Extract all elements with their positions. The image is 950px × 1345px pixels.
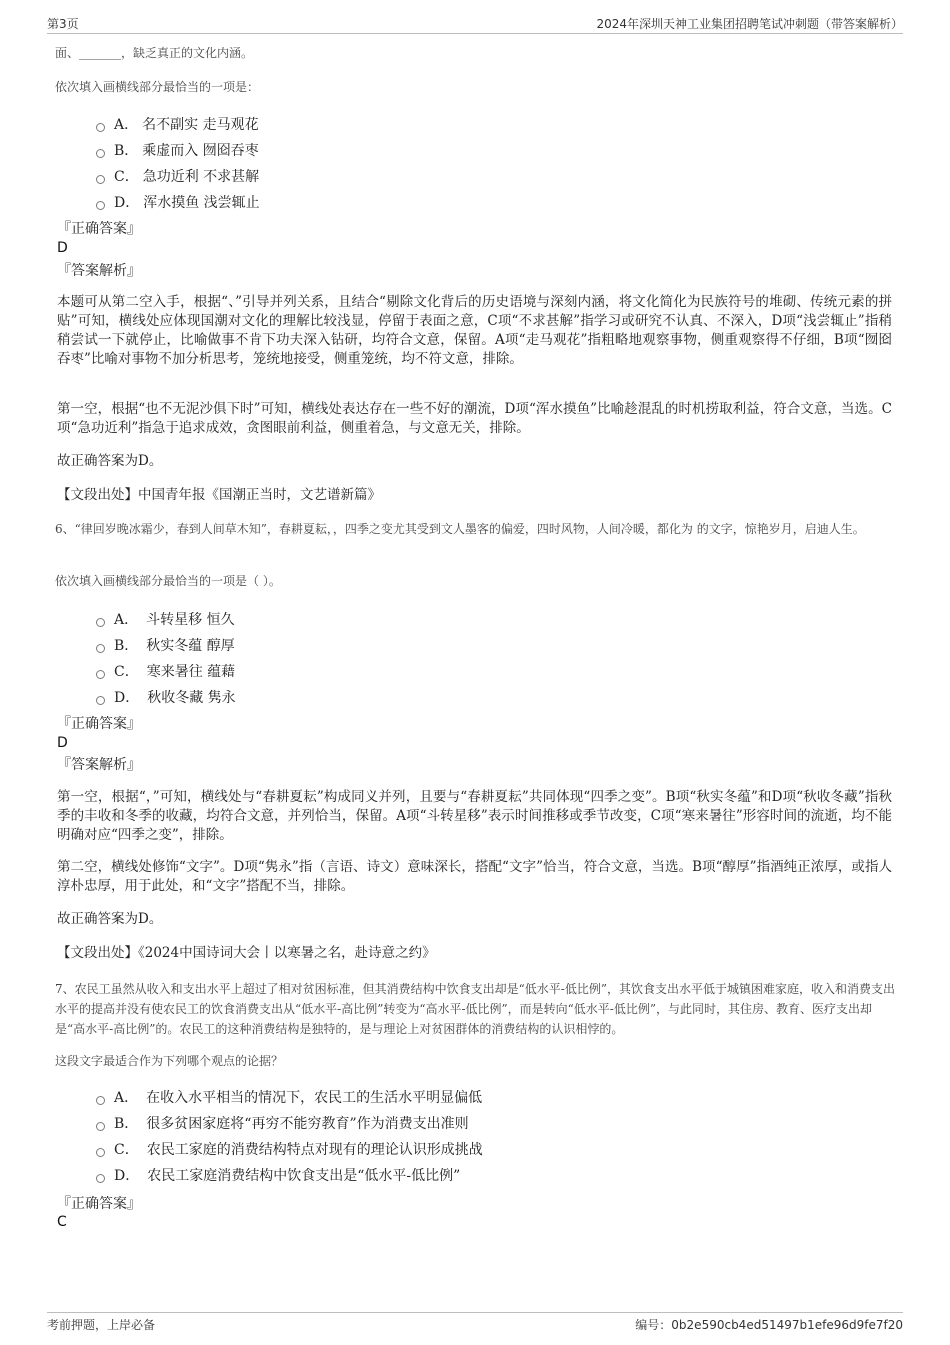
q6-stem: 6、“律回岁晚冰霜少，春到人间草木知”，春耕夏耘，，四季之变尤其受到文人墨客的偏爱，四时风物，人间冷暖，都化为 的文字，惊艳岁月，启迪人生。 — [55, 522, 865, 536]
page-header — [47, 14, 903, 34]
q7-option-c[interactable]: C． 农民工家庭的消费结构特点对现有的理论认识形成挑战 — [96, 1136, 483, 1162]
radio-icon[interactable] — [96, 618, 105, 627]
q7-stem: 7、农民工虽然从收入和支出水平上超过了相对贫困标准，但其消费结构中饮食支出却是“低水平-低比例”，其饮食支出水平低于城镇困难家庭，收入和消费支出水平的提高并没有使农民工的饮食消费支出从“低水平-高比例”转变为“高水平-低比例”，而是转向“低水平-低比例”，与此同时，其住房、教育、医疗支出却是“高水平-高比例”的。农民工的这种消费结构是独特的，是与理论上对贫困群体的消费结构的认识相悖的。 — [55, 982, 895, 1036]
q7-answer-label: 『正确答案』 — [57, 1196, 141, 1212]
radio-icon[interactable] — [96, 1096, 105, 1105]
radio-icon[interactable] — [96, 696, 105, 705]
radio-icon[interactable] — [96, 670, 105, 679]
q5-option-d[interactable]: D． 浑水摸鱼 浅尝辄止 — [96, 189, 260, 215]
q5-option-b[interactable]: B． 乘虚而入 囫囵吞枣 — [96, 137, 260, 163]
q5-stem-tail: 面、_______，缺乏真正的文化内涵。 — [55, 46, 254, 60]
q5-option-c[interactable]: C． 急功近利 不求甚解 — [96, 163, 260, 189]
q6-option-d[interactable]: D． 秋收冬藏 隽永 — [96, 684, 236, 710]
q6-analysis-para-2: 第二空，横线处修饰“文字”。D项“隽永”指（言语、诗文）意味深长，搭配“文字”恰当，符合文意，当选。B项“醇厚”指酒纯正浓厚，或指人淳朴忠厚，用于此处，和“文字”搭配不当，排除。 — [57, 859, 892, 894]
q7-option-d[interactable]: D． 农民工家庭消费结构中饮食支出是“低水平-低比例” — [96, 1162, 483, 1188]
q5-analysis-para-1: 本题可从第二空入手，根据“、”引导并列关系，且结合“剔除文化背后的历史语境与深刻内涵，将文化简化为民族符号的堆砌、传统元素的拼贴”可知，横线处应体现国潮对文化的理解比较浅显，停留于表面之意，C项“不求甚解”指学习或研究不认真、不深入，D项“浅尝辄止”指稍稍尝试一下就停止，比喻做事不肯下功夫深入钻研，均符合文意，保留。A项“走马观花”指粗略地观察事物，侧重观察得不仔细，B项“囫囵吞枣”比喻对事物不加分析思考，笼统地接受，侧重笼统，均不符文意，排除。 — [57, 294, 892, 367]
q5-option-a[interactable]: A． 名不副实 走马观花 — [96, 111, 260, 137]
q7-options — [96, 1084, 483, 1188]
q7-option-a[interactable]: A． 在收入水平相当的情况下，农民工的生活水平明显偏低 — [96, 1084, 483, 1110]
radio-icon[interactable] — [96, 123, 105, 132]
q5-analysis-conclusion: 故正确答案为D。 — [57, 453, 163, 469]
q6-option-b[interactable]: B． 秋实冬蕴 醇厚 — [96, 632, 236, 658]
q5-options — [96, 111, 260, 215]
q7-option-b[interactable]: B． 很多贫困家庭将“再穷不能穷教育”作为消费支出准则 — [96, 1110, 483, 1136]
q5-analysis-label: 『答案解析』 — [57, 263, 141, 279]
q6-analysis-conclusion: 故正确答案为D。 — [57, 911, 163, 927]
q6-analysis-label: 『答案解析』 — [57, 757, 141, 773]
q6-options — [96, 606, 236, 710]
q7-answer: C — [57, 1214, 67, 1230]
q6-option-c[interactable]: C． 寒来暑往 蕴藉 — [96, 658, 236, 684]
document-title: 2024年深圳天神工业集团招聘笔试冲刺题（带答案解析） — [596, 17, 903, 31]
radio-icon[interactable] — [96, 149, 105, 158]
radio-icon[interactable] — [96, 201, 105, 210]
page-number: 第3页 — [47, 17, 79, 31]
radio-icon[interactable] — [96, 1148, 105, 1157]
q5-source: 【文段出处】中国青年报《国潮正当时，文艺谱新篇》 — [57, 487, 381, 503]
q6-option-a[interactable]: A． 斗转星移 恒久 — [96, 606, 236, 632]
radio-icon[interactable] — [96, 1174, 105, 1183]
radio-icon[interactable] — [96, 644, 105, 653]
q6-answer: D — [57, 735, 68, 751]
q5-analysis-para-2: 第一空，根据“也不无泥沙俱下时”可知，横线处表达存在一些不好的潮流，D项“浑水摸鱼”比喻趁混乱的时机捞取利益，符合文意，当选。C项“急功近利”指急于追求成效，贪图眼前利益，侧重着急，与文意无关，排除。 — [57, 401, 892, 436]
q6-source: 【文段出处】《2024中国诗词大会丨以寒暑之名，赴诗意之约》 — [57, 945, 436, 961]
q5-prompt: 依次填入画横线部分最恰当的一项是： — [55, 80, 260, 94]
document-code: 编号：0b2e590cb4ed51497b1efe96d9fe7f20 — [635, 1318, 903, 1332]
q6-answer-label: 『正确答案』 — [57, 716, 141, 732]
radio-icon[interactable] — [96, 1122, 105, 1131]
q7-prompt: 这段文字最适合作为下列哪个观点的论据？ — [55, 1054, 284, 1068]
page-footer — [47, 1312, 903, 1332]
footer-slogan: 考前押题，上岸必备 — [47, 1318, 156, 1332]
q5-answer-label: 『正确答案』 — [57, 221, 141, 237]
q6-prompt: 依次填入画横线部分最恰当的一项是（ ）。 — [55, 574, 281, 588]
radio-icon[interactable] — [96, 175, 105, 184]
q6-analysis-para-1: 第一空，根据“，”可知，横线处与“春耕夏耘”构成同义并列，且要与“春耕夏耘”共同体现“四季之变”。B项“秋实冬蕴”和D项“秋收冬藏”指秋季的丰收和冬季的收藏，均符合文意，并列恰当，保留。A项“斗转星移”表示时间推移或季节改变，C项“寒来暑往”形容时间的流逝，均不能明确对应“四季之变”，排除。 — [57, 789, 892, 843]
q5-answer: D — [57, 240, 68, 256]
